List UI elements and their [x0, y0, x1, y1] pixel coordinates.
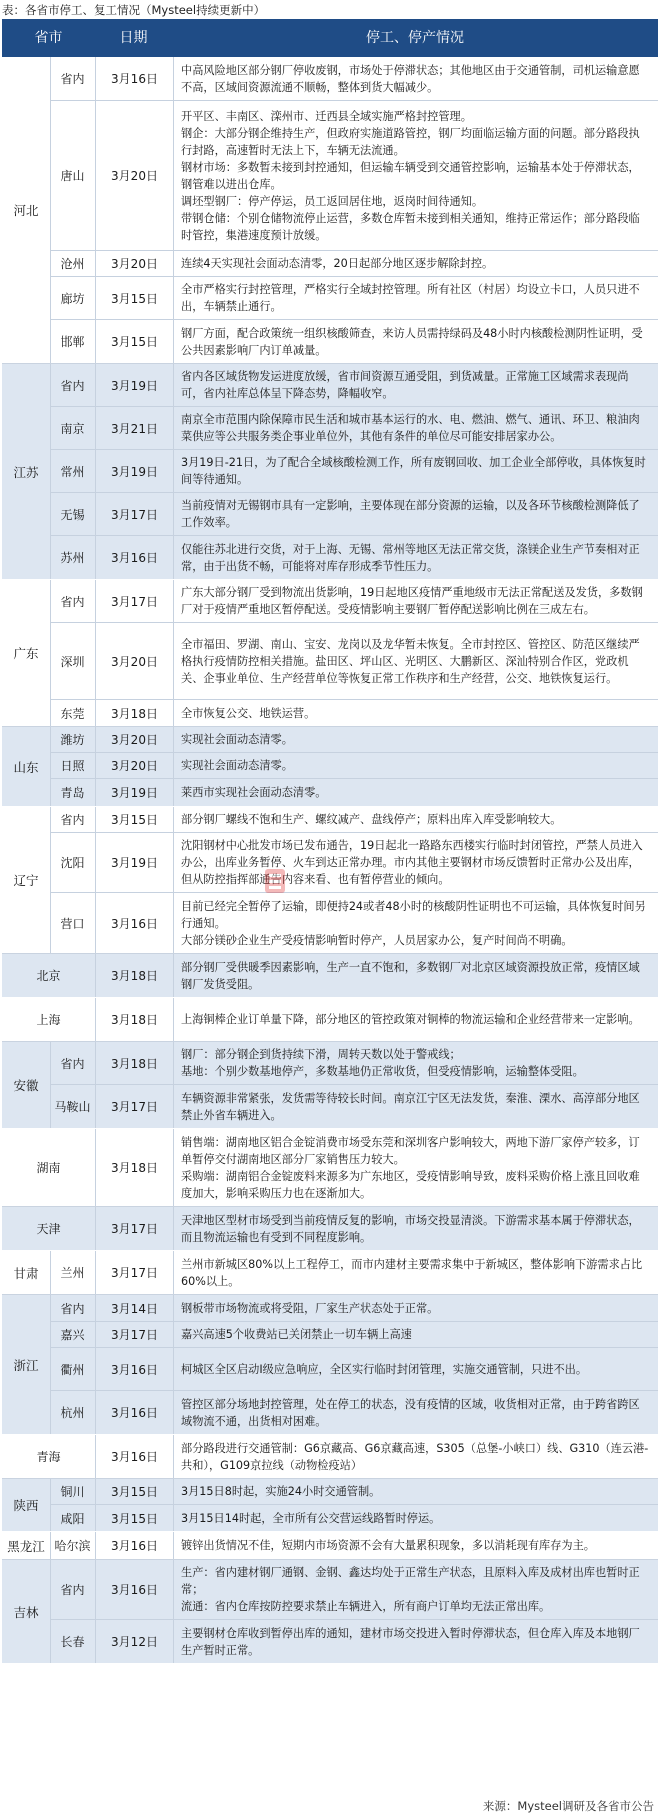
status-text: 部分钢厂螺线不饱和生产、螺纹减产、盘线停产；原料出库入库受影响较大。: [181, 813, 562, 826]
date-cell: 3月16日: [96, 1532, 174, 1559]
date-cell: 3月20日: [96, 101, 174, 250]
status-cell: [174, 277, 658, 319]
city-cell: 省内: [50, 580, 96, 622]
table-row: [2, 998, 658, 1041]
status-cell: [174, 1435, 658, 1478]
table-row: [50, 1560, 658, 1620]
city-cell: 咸阳: [50, 1505, 96, 1531]
table-row: [50, 1295, 658, 1322]
province-cell: 浙江: [2, 1295, 51, 1434]
city-cell: 营口: [50, 893, 96, 953]
table-row: [50, 833, 658, 893]
status-cell: [174, 1620, 658, 1663]
status-cell: [174, 101, 658, 250]
status-cell: [174, 364, 658, 406]
status-cell: [174, 998, 658, 1041]
date-cell: 3月14日: [96, 1295, 174, 1321]
city-cell: 深圳: [50, 623, 96, 699]
table-row: [50, 753, 658, 779]
city-cell: 常州: [50, 450, 96, 492]
status-text: 连续4天实现社会面动态清零，20日起部分地区逐步解除封控。: [181, 257, 494, 270]
table-row: [50, 364, 658, 407]
province-group: [2, 1295, 658, 1435]
city-cell: 省内: [50, 1560, 96, 1619]
date-cell: 3月17日: [96, 493, 174, 535]
status-cell: [174, 1560, 658, 1619]
status-cell: [174, 57, 658, 100]
status-text: 柯城区全区启动Ⅰ级应急响应，全区实行临时封闭管理，实施交通管制，只进不出。: [181, 1362, 588, 1376]
status-cell: [174, 700, 658, 726]
city-cell: 省内: [50, 364, 96, 406]
date-cell: 3月15日: [96, 807, 174, 832]
status-cell: [174, 807, 658, 832]
status-text: 莱西市实现社会面动态清零。: [181, 786, 327, 799]
date-cell: 3月18日: [96, 998, 174, 1041]
table-row: [2, 1207, 658, 1250]
status-text: 上海铜棒企业订单量下降，部分地区的管控政策对铜棒的物流运输和企业经营带来一定影响。: [181, 1013, 640, 1026]
city-cell: 唐山: [50, 101, 96, 250]
date-cell: 3月18日: [96, 700, 174, 726]
city-cell: 沧州: [50, 251, 96, 276]
table-row: [50, 1620, 658, 1663]
table-row: [50, 251, 658, 277]
province-group: [2, 1042, 658, 1129]
status-cell: [174, 580, 658, 622]
source-note: 来源：Mysteel调研及各省市公告: [482, 1799, 654, 1813]
province-group: [2, 727, 658, 807]
date-cell: 3月15日: [96, 1479, 174, 1504]
status-text: 嘉兴高速5个收费站已关闭禁止一切车辆上高速: [181, 1328, 412, 1341]
status-text: 天津地区型材市场受到当前疫情反复的影响，市场交投显清淡。下游需求基本属于停滞状态，而且物流运输也有受到不同程度影响。: [181, 1213, 640, 1244]
city-cell: 青岛: [50, 779, 96, 806]
table-row: [50, 407, 658, 450]
city-cell: 省内: [50, 807, 96, 832]
date-cell: 3月16日: [96, 1560, 174, 1619]
city-cell: 天津: [2, 1207, 96, 1250]
status-cell: [174, 536, 658, 579]
status-cell: [174, 833, 658, 892]
status-text: 大部分镁砂企业生产受疫情影响暂时停产，人员居家办公，复产时间尚不明确。: [181, 933, 573, 947]
status-cell: [174, 1391, 658, 1434]
city-cell: 上海: [2, 998, 96, 1041]
date-cell: 3月15日: [96, 1505, 174, 1531]
date-cell: 3月16日: [96, 893, 174, 953]
table-row: [50, 493, 658, 536]
city-cell: 邯郸: [50, 320, 96, 363]
status-text: 车辆资源非常紧张，发货需等待较长时间。南京江宁区无法发货，秦淮、溧水、高淳部分地区禁止外省车辆进入。: [181, 1091, 640, 1122]
province-group: [2, 57, 658, 364]
city-cell: 沈阳: [50, 833, 96, 892]
table-row: [50, 700, 658, 726]
status-text: 3月19日-21日，为了配合全域核酸检测工作，所有废钢回收、加工企业全部停收，具体恢复时间等待通知。: [181, 456, 646, 486]
city-cell: 马鞍山: [50, 1085, 96, 1128]
city-cell: 无锡: [50, 493, 96, 535]
status-text: 采购端：湖南铝合金锭废料来源多为广东地区，受疫情影响导致，废料采购价格上涨且回收难度加大，影响采购压力也在逐渐加大。: [181, 1169, 640, 1200]
date-cell: 3月20日: [96, 623, 174, 699]
province-cell: 吉林: [2, 1560, 51, 1663]
status-cell: [174, 623, 658, 699]
province-group: [2, 364, 658, 580]
date-cell: 3月20日: [96, 727, 174, 752]
city-cell: 哈尔滨: [50, 1532, 96, 1559]
status-cell: [174, 1322, 658, 1347]
status-text: 主要钢材仓库收到暂停出库的通知，建材市场交投进入暂时停滞状态，但仓库入库及本地钢厂生产暂时正常。: [181, 1626, 640, 1657]
status-cell: [174, 450, 658, 492]
status-text: 带钢仓储：个别仓储物流停止运营，多数仓库暂未接到相关通知，维持正常运作；部分路段临时管控，集港速度预计放缓。: [181, 211, 640, 242]
status-text: 当前疫情对无锡钢市具有一定影响，主要体现在部分资源的运输，以及各环节核酸检测降低了工作效率。: [181, 499, 640, 529]
city-cell: 省内: [50, 1295, 96, 1321]
status-cell: [174, 320, 658, 363]
city-cell: 苏州: [50, 536, 96, 579]
status-text: 全市严格实行封控管理，严格实行全域封控管理。所有社区（村居）均设立卡口，人员只进不出，车辆禁止通行。: [181, 283, 640, 313]
table-row: [50, 1479, 658, 1505]
province-cell: 陕西: [2, 1479, 51, 1531]
table-row: [50, 1348, 658, 1391]
status-cell: [174, 1129, 658, 1206]
status-text: 管控区部分场地封控管理，处在停工的状态，没有疫情的区域，收货相对正常，由于跨省跨区域物流不通，出货相对困难。: [181, 1397, 640, 1428]
province-group: [2, 998, 658, 1042]
date-cell: 3月18日: [96, 1129, 174, 1206]
table-row: [50, 450, 658, 493]
date-cell: 3月16日: [96, 1435, 174, 1478]
watermark-icon: [264, 868, 286, 894]
status-text: 部分钢厂受供暖季因素影响，生产一直不饱和，多数钢厂对北京区域资源投放正常，疫情区域钢厂发货受阻。: [181, 960, 640, 991]
status-cell: [174, 251, 658, 276]
province-cell: 河北: [2, 57, 51, 363]
status-text: 钢企：大部分钢企维持生产，但政府实施道路管控，钢厂均面临运输方面的问题。部分路段执行封路，高速暂时无法上下，车辆无法流通。: [181, 126, 640, 157]
city-cell: 省内: [50, 57, 96, 100]
city-cell: 铜川: [50, 1479, 96, 1504]
status-cell: [174, 1251, 658, 1294]
table-row: [50, 580, 658, 623]
status-cell: [174, 954, 658, 997]
status-text: 基地：个别少数基地停产，多数基地仍正常收货，但受疫情影响，运输整体受阻。: [181, 1065, 584, 1078]
city-cell: 青海: [2, 1435, 96, 1478]
date-cell: 3月18日: [96, 1042, 174, 1084]
table-row: [50, 1085, 658, 1128]
province-group: [2, 1251, 658, 1295]
province-group: [2, 807, 658, 954]
province-cell: 甘肃: [2, 1251, 51, 1294]
status-text: 开平区、丰南区、滦州市、迁西县全域实施严格封控管理。: [181, 109, 472, 123]
status-text: 广东大部分钢厂受到物流出货影响，19日起地区疫情严重地级市无法正常配送及发货，多数钢厂对于疫情严重地区暂停配送。受疫情影响主要钢厂暂停配送影响比例在三成左右。: [181, 586, 643, 616]
date-cell: 3月17日: [96, 1322, 174, 1347]
date-cell: 3月17日: [96, 580, 174, 622]
status-text: 实现社会面动态清零。: [181, 733, 293, 746]
date-cell: 3月16日: [96, 536, 174, 579]
status-cell: [174, 1348, 658, 1390]
table-row: [50, 277, 658, 320]
status-cell: [174, 1505, 658, 1531]
table-row: [50, 1391, 658, 1434]
date-cell: 3月12日: [96, 1620, 174, 1663]
city-cell: 廊坊: [50, 277, 96, 319]
status-cell: [174, 779, 658, 806]
city-cell: 衢州: [50, 1348, 96, 1390]
province-group: [2, 1532, 658, 1560]
date-cell: 3月19日: [96, 779, 174, 806]
table-row: [50, 623, 658, 700]
province-group: [2, 1129, 658, 1207]
status-cell: [174, 407, 658, 449]
province-cell: 黑龙江: [2, 1532, 51, 1559]
province-group: [2, 1479, 658, 1532]
province-group: [2, 1435, 658, 1479]
status-cell: [174, 753, 658, 778]
status-text: 生产：省内建材钢厂通钢、金钢、鑫达均处于正常生产状态，且原料入库及成材出库也暂时正常；: [181, 1566, 640, 1596]
header-status: 停工、停产情况: [366, 30, 464, 46]
status-cell: [174, 1207, 658, 1250]
table-row: [50, 1042, 658, 1085]
table-row: [50, 1532, 658, 1559]
status-text: 钢材市场：多数暂未接到封控通知，但运输车辆受到交通管控影响，运输基本处于停滞状态，钢管难以进出仓库。: [181, 160, 640, 191]
table-row: [2, 954, 658, 997]
date-cell: 3月20日: [96, 251, 174, 276]
city-cell: 日照: [50, 753, 96, 778]
table-row: [50, 1505, 658, 1531]
table-row: [50, 893, 658, 953]
province-cell: 江苏: [2, 364, 51, 579]
city-cell: 长春: [50, 1620, 96, 1663]
date-cell: 3月18日: [96, 954, 174, 997]
status-text: 3月15日14时起，全市所有公交营运线路暂时停运。: [181, 1511, 441, 1525]
table-row: [50, 779, 658, 806]
city-cell: 兰州: [50, 1251, 96, 1294]
table-row: [50, 320, 658, 363]
table-row: [50, 101, 658, 251]
status-text: 实现社会面动态清零。: [181, 759, 293, 772]
date-cell: 3月16日: [96, 57, 174, 100]
table-row: [50, 807, 658, 833]
table-row: [50, 536, 658, 579]
city-cell: 东莞: [50, 700, 96, 726]
province-group: [2, 580, 658, 727]
province-group: [2, 954, 658, 998]
table-caption: 表：各省市停工、复工情况（Mysteel持续更新中）: [2, 3, 266, 17]
status-text: 兰州市新城区80%以上工程停工，而市内建材主要需求集中于新城区，整体影响下游需求占比60%以上。: [181, 1257, 643, 1288]
city-cell: 潍坊: [50, 727, 96, 752]
table-header: [2, 19, 658, 57]
status-text: 3月15日8时起，实施24小时交通管制。: [181, 1485, 381, 1498]
date-cell: 3月15日: [96, 277, 174, 319]
status-text: 省内各区域货物发运进度放缓，省市间资源互通受阻，到货减量。正常施工区域需求表现尚可，省内社库总体呈下降态势，降幅收窄。: [181, 370, 629, 400]
table-row: [50, 1322, 658, 1348]
status-cell: [174, 893, 658, 953]
status-text: 钢厂：部分钢企到货持续下滑，周转天数以处于警戒线；: [181, 1048, 461, 1061]
province-group: [2, 1560, 658, 1664]
status-text: 沈阳钢材中心批发市场已发布通告，19日起北一路路东西楼实行临时封闭管控，严禁人员进入办公，出库业务暂停、火车到达正常办理。市内其他主要钢材市场反馈暂时正常办公及出库，但从防控指挥部通告内容来看、也有暂停营业的倾向。: [181, 839, 643, 886]
status-text: 仅能往苏北进行交货，对于上海、无锡、常州等地区无法正常交货，涤镁企业生产节奏相对正常，由于出货不畅，可能将对库存形成季节性压力。: [181, 542, 640, 573]
date-cell: 3月19日: [96, 833, 174, 892]
status-text: 目前已经完全暂停了运输，即便持24或者48小时的核酸阴性证明也不可运输，具体恢复时间另行通知。: [181, 899, 646, 930]
table-row: [2, 1129, 658, 1206]
status-cell: [174, 1042, 658, 1084]
city-cell: 南京: [50, 407, 96, 449]
status-text: 钢板带市场物流或将受阻，厂家生产状态处于正常。: [181, 1301, 439, 1315]
table-row: [50, 1251, 658, 1294]
status-text: 中高风险地区部分钢厂停收废钢，市场处于停滞状态；其他地区由于交通管制，司机运输意愿不高，区域间资源流通不顺畅，整体到货大幅减少。: [181, 63, 640, 94]
status-cell: [174, 1479, 658, 1504]
province-cell: 广东: [2, 580, 51, 726]
province-cell: 安徽: [2, 1042, 51, 1128]
status-text: 全市恢复公交、地铁运营。: [181, 706, 316, 720]
province-cell: 山东: [2, 727, 51, 806]
status-cell: [174, 493, 658, 535]
table-row: [50, 57, 658, 101]
status-cell: [174, 1532, 658, 1559]
date-cell: 3月20日: [96, 753, 174, 778]
province-group: [2, 1207, 658, 1251]
shutdown-table: [2, 19, 658, 1664]
status-cell: [174, 1085, 658, 1128]
status-text: 镀锌出货情况不佳，短期内市场资源不会有大量累积现象，多以消耗现有库存为主。: [181, 1539, 595, 1552]
table-row: [50, 727, 658, 753]
city-cell: 北京: [2, 954, 96, 997]
date-cell: 3月19日: [96, 364, 174, 406]
date-cell: 3月21日: [96, 407, 174, 449]
date-cell: 3月17日: [96, 1207, 174, 1250]
date-cell: 3月17日: [96, 1085, 174, 1128]
status-text: 全市福田、罗湖、南山、宝安、龙岗以及龙华暂未恢复。全市封控区、管控区、防范区继续严格执行疫情防控相关措施。盐田区、坪山区、光明区、大鹏新区、深汕特别合作区，党政机关、企事业单位、生产经营单位等恢复正常工作秩序和生产经营，公交、地铁恢复运行。: [181, 637, 640, 685]
status-cell: [174, 1295, 658, 1321]
table-body: [2, 57, 658, 1664]
date-cell: 3月15日: [96, 320, 174, 363]
city-cell: 杭州: [50, 1391, 96, 1434]
date-cell: 3月17日: [96, 1251, 174, 1294]
date-cell: 3月16日: [96, 1391, 174, 1434]
status-text: 调坯型钢厂：停产停运，员工返回居住地，返岗时间待通知。: [181, 194, 484, 208]
status-text: 钢厂方面，配合政策统一组织核酸筛查，来访人员需持绿码及48小时内核酸检测阴性证明，受公共因素影响厂内订单减量。: [181, 326, 643, 357]
city-cell: 省内: [50, 1042, 96, 1084]
province-cell: 辽宁: [2, 807, 51, 953]
city-cell: 湖南: [2, 1129, 96, 1206]
table-row: [2, 1435, 658, 1478]
status-text: 销售端：湖南地区铝合金锭消费市场受东莞和深圳客户影响较大，两地下游厂家停产较多，订单暂停交付湖南地区部分厂家销售压力较大。: [181, 1135, 640, 1166]
city-cell: 嘉兴: [50, 1322, 96, 1347]
header-province: 省市: [34, 30, 63, 46]
status-text: 流通：省内仓库按防控要求禁止车辆进入，所有商户订单均无法正常出库。: [181, 1600, 551, 1613]
date-cell: 3月19日: [96, 450, 174, 492]
status-text: 部分路段进行交通管制：G6京藏高、G6京藏高速，S305（总堡-小峡口）线、G310（连云港-共和），G109京拉线（动物检疫站）: [181, 1441, 649, 1472]
date-cell: 3月16日: [96, 1348, 174, 1390]
header-date: 日期: [119, 30, 148, 46]
status-text: 南京全市范围内除保障市民生活和城市基本运行的水、电、燃油、燃气、通讯、环卫、粮油肉菜供应等公共服务类企事业单位外，其他有条件的单位尽可能安排居家办公。: [181, 413, 640, 443]
status-cell: [174, 727, 658, 752]
